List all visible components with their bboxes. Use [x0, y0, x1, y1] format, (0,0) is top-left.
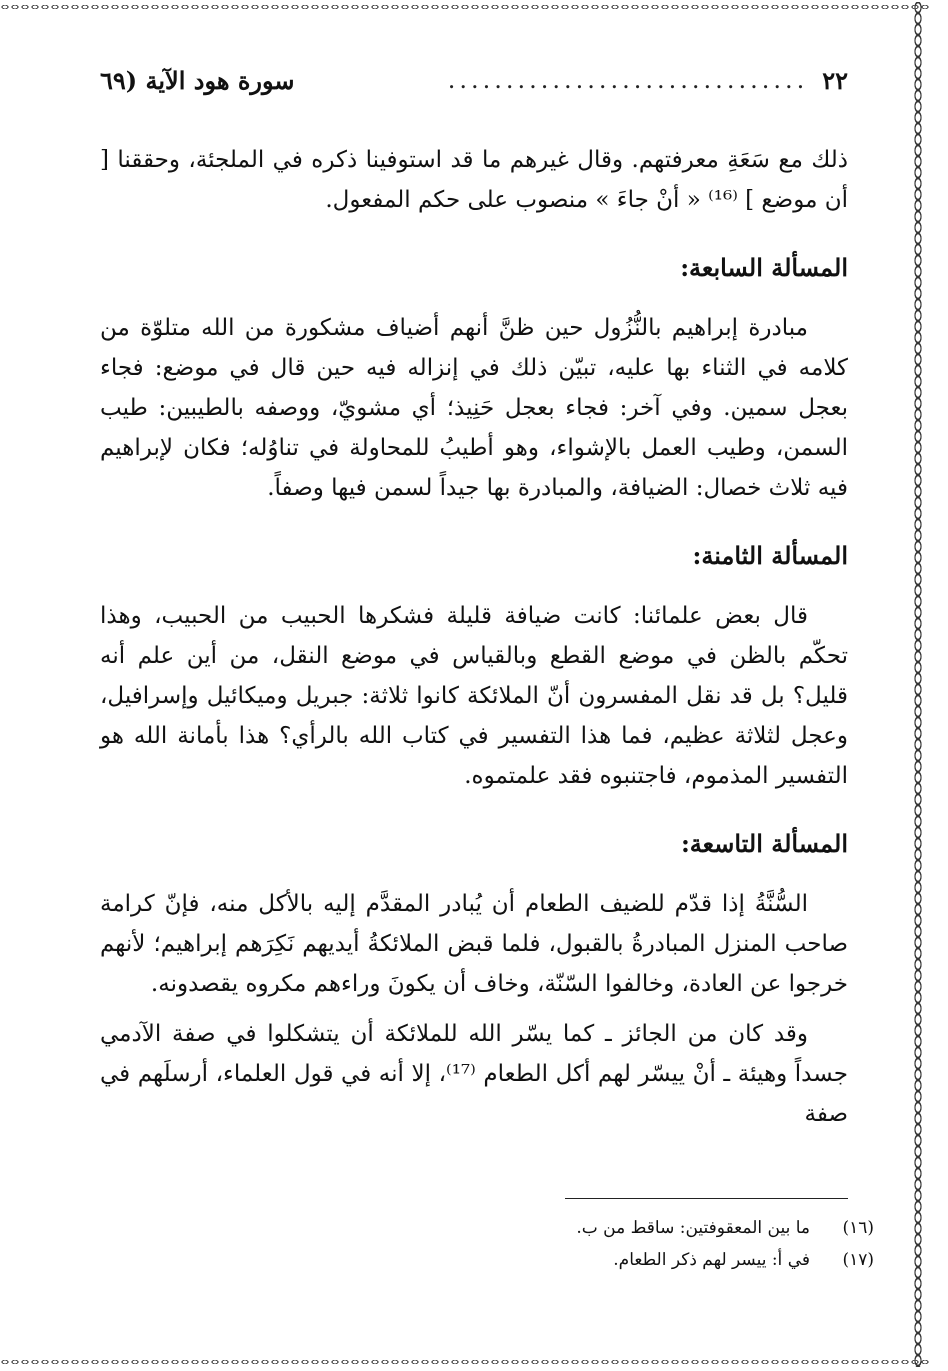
page-number: ٢٢ [822, 65, 848, 95]
heading-ninth-issue: المسألة التاسعة: [680, 829, 848, 858]
footnote-text: ما بين المعقوفتين: ساقط من ب. [576, 1218, 810, 1238]
decorative-border-bottom [0, 1357, 930, 1367]
paragraph-2: مبادرة إبراهيم بالنُّزُول حين ظنَّ أنهم أضياف مشكورة من الله متلوّة من كلامه في الثناء بها عليه، تبيّن ذلك في إنزاله فيه حين قال في موضع: فجاء بعجل سمين. وفي آخر: فجاء بعجل حَنِيذ؛ أي مشويّ، ووصفه بالطيبين: طيب السمن، وطيب العمل بالإشواء، وهو أطيبُ للمحاولة في تناوُله؛ فكان لإبراهيم فيه ثلاث خصال: الضيافة، والمبادرة بها جيداً لسمن فيها وصفاً. [100, 315, 848, 501]
decorative-border-top [0, 2, 930, 12]
footnote-17 [100, 1244, 874, 1276]
header-title: سورة هود الآية (٦٩ [100, 65, 295, 95]
footnote-16 [100, 1212, 874, 1244]
header-separator: ............................... [447, 66, 809, 94]
heading-seventh-issue: المسألة السابعة: [680, 253, 848, 282]
footnote-text: في أ: ييسر لهم ذكر الطعام. [613, 1250, 810, 1270]
heading-eighth-issue: المسألة الثامنة: [692, 541, 848, 570]
paragraph-4: السُّنَّةُ إذا قدّم للضيف الطعام أن يُبادر المقدَّم إليه بالأكل منه، فإنّ كرامة صاحب المنزل المبادرةُ بالقبول، فلما قبض الملائكةُ أيديهم نَكِرَهم إبراهيم؛ لأنهم خرجوا عن العادة، وخالفوا السّنّة، وخاف أن يكونَ وراءهم مكروه يقصدونه. [100, 891, 848, 997]
footnote-rule [565, 1198, 848, 1199]
page-content [100, 60, 848, 1134]
footnote-number: (١٦) [842, 1218, 874, 1238]
footnote-number: (١٧) [842, 1250, 874, 1270]
paragraph-3: قال بعض علمائنا: كانت ضيافة قليلة فشكرها الحبيب من الحبيب، وهذا تحكّم بالظن في موضع القطع وبالقياس في موضع النقل، من أين علم أنه قليل؟ بل قد نقل المفسرون أنّ الملائكة كانوا ثلاثة: جبريل وميكائيل وإسرافيل، وعجل لثلاثة عظيم، فما هذا التفسير في كتاب الله بالرأي؟ هذا بأمانة الله هو التفسير المذموم، فاجتنبوه فقد علمتموه. [100, 603, 848, 789]
running-header [100, 60, 848, 100]
paragraph-1: ذلك مع سَعَةِ معرفتهم. وقال غيرهم ما قد استوفينا ذكره في الملجئة، وحققنا [ أن موضع ] ⁽¹⁶⁾ « أنْ جاءَ » منصوب على حكم المفعول. [100, 147, 848, 213]
decorative-border-right [912, 2, 924, 1367]
paragraph-5: وقد كان من الجائز ـ كما يسّر الله للملائكة أن يتشكلوا في صفة الآدمي جسداً وهيئة ـ أنْ ييسّر لهم أكل الطعام ⁽¹⁷⁾، إلا أنه في قول العلماء، أرسلَهم في صفة [100, 1021, 848, 1127]
footnotes [100, 1212, 874, 1276]
